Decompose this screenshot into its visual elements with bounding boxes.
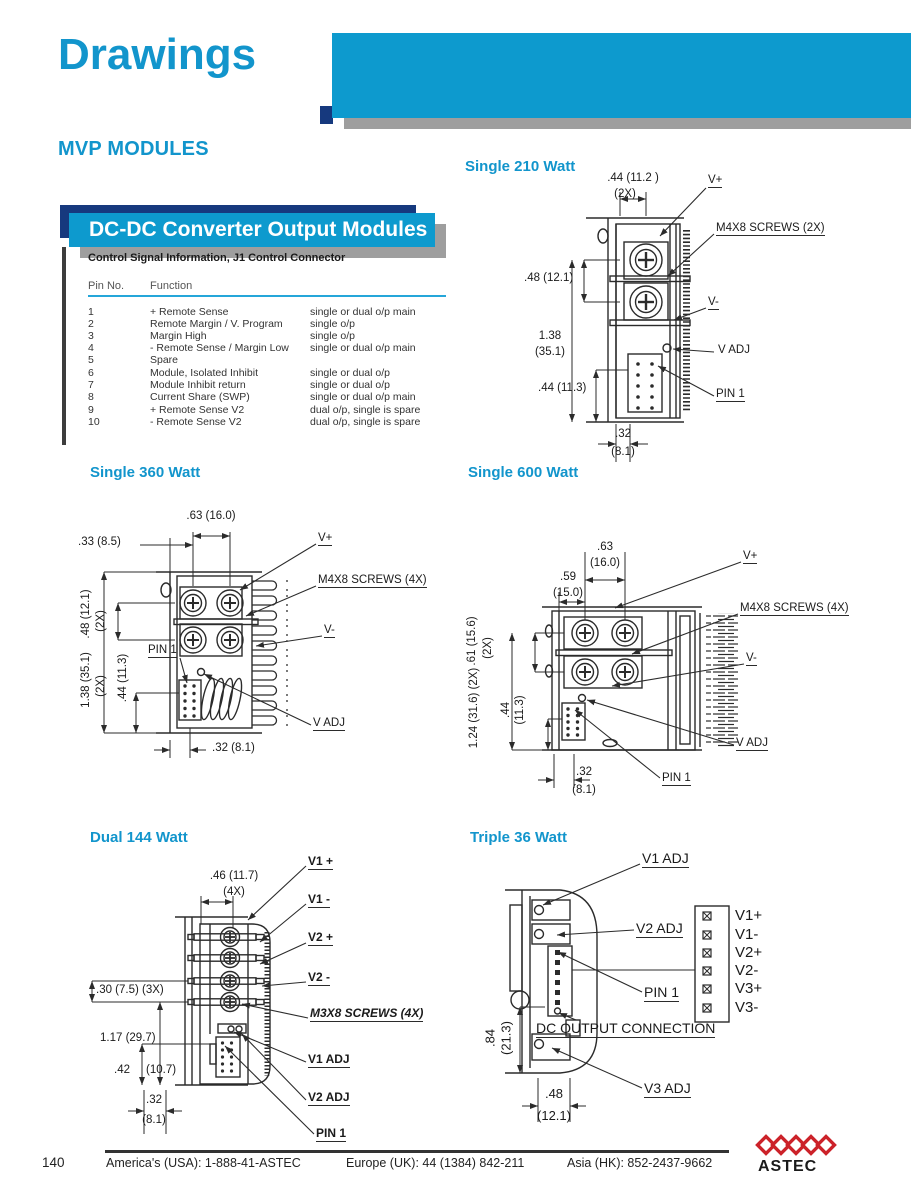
dim-label: 1.38 (35.1): [80, 652, 92, 708]
table-col-pin: Pin No.: [88, 280, 125, 292]
dim-label: .84: [482, 1028, 498, 1048]
callout-v2plus: V2 +: [308, 930, 334, 944]
terminal-label: V1+: [735, 907, 763, 924]
dim-label: .30 (7.5) (3X): [96, 984, 164, 996]
callout-pin1: PIN 1: [716, 388, 745, 400]
function-cell: - Remote Sense / Margin Low: [150, 342, 289, 354]
dim-label: (35.1): [534, 346, 566, 358]
dim-label: .44 (11.3): [117, 653, 129, 703]
dcdc-header-title: DC-DC Converter Output Modules: [89, 218, 428, 241]
dim-label: .32: [615, 428, 631, 440]
function-cell: + Remote Sense: [150, 306, 229, 318]
dim-label: (11.3): [514, 695, 526, 725]
function-cell: Margin High: [150, 330, 207, 342]
dim-label: 1.24 (31.6) (2X): [468, 667, 480, 749]
dim-label: .63: [597, 541, 613, 553]
terminal-label: V2+: [735, 944, 763, 961]
callout-screws: M4X8 SCREWS (2X): [716, 222, 825, 234]
contact-uk: Europe (UK): 44 (1384) 842-211: [346, 1156, 525, 1170]
title-single-600: Single 600 Watt: [468, 464, 579, 481]
callout-vadj: V ADJ: [718, 344, 750, 356]
dim-label: .44 (11.3): [538, 382, 587, 394]
dim-label: 1.17 (29.7): [100, 1032, 156, 1044]
dim-label: (8.1): [611, 446, 635, 458]
table-left-rule: [62, 247, 66, 445]
note-cell: single or dual o/p main: [310, 391, 416, 403]
dim-label: (2X): [95, 675, 107, 697]
function-cell: Module Inhibit return: [150, 379, 246, 391]
dim-label: .61 (15.6): [466, 616, 478, 666]
dim-label: .33 (8.5): [78, 536, 121, 548]
callout-v1minus: V1 -: [308, 892, 331, 906]
single-210-line-art: [520, 172, 911, 482]
function-cell: Remote Margin / V. Program: [150, 318, 283, 330]
note-cell: single o/p: [310, 318, 355, 330]
dim-label: (15.0): [552, 587, 584, 599]
dim-label: (2X): [482, 637, 494, 659]
function-cell: Module, Isolated Inhibit: [150, 367, 258, 379]
callout-vadj: V ADJ: [313, 717, 345, 729]
table-col-function: Function: [150, 280, 193, 292]
callout-v2minus: V2 -: [308, 970, 331, 984]
title-single-360: Single 360 Watt: [90, 464, 201, 481]
callout-v1adj: V1 ADJ: [308, 1052, 350, 1066]
dim-label: .32 (8.1): [212, 742, 255, 754]
pin-cell: 10: [88, 416, 100, 428]
dim-label: .42: [114, 1064, 130, 1076]
banner: [332, 33, 911, 118]
dim-label: .63 (16.0): [186, 510, 236, 522]
dim-label: (8.1): [142, 1114, 166, 1126]
terminal-label: V3+: [735, 980, 763, 997]
dim-label: .59: [560, 571, 576, 583]
note-cell: dual o/p, single is spare: [310, 416, 421, 428]
single-360-line-art: [70, 488, 480, 788]
table-header-rule: [88, 295, 446, 297]
note-cell: single or dual o/p: [310, 367, 390, 379]
pin-cell: 2: [88, 318, 94, 330]
single-600-line-art: [460, 488, 911, 818]
title-triple-36: Triple 36 Watt: [470, 829, 567, 846]
callout-screws: M4X8 SCREWS (4X): [318, 574, 427, 586]
contact-usa: America's (USA): 1-888-41-ASTEC: [106, 1156, 301, 1170]
astec-diamonds-icon: [757, 1131, 841, 1159]
dim-label: (2X): [614, 188, 636, 200]
note-cell: single or dual o/p main: [310, 306, 416, 318]
table-caption: Control Signal Information, J1 Control Connector: [88, 252, 346, 264]
dim-label: .46 (11.7): [209, 870, 259, 882]
callout-pin1: PIN 1: [148, 644, 177, 656]
callout-vadj: V ADJ: [736, 737, 768, 749]
callout-v1adj: V1 ADJ: [642, 850, 689, 866]
pin-cell: 1: [88, 306, 94, 318]
contact-hk: Asia (HK): 852-2437-9662: [567, 1156, 713, 1170]
dim-label: (12.1): [537, 1108, 571, 1123]
single-600-drawing: [460, 488, 911, 818]
terminal-label: V2-: [735, 962, 759, 979]
heatsink-fins: [706, 613, 738, 747]
callout-screws: M3X8 SCREWS (4X): [310, 1006, 424, 1020]
callout-screws: M4X8 SCREWS (4X): [740, 602, 849, 614]
dim-label: .44 (11.2 ): [607, 172, 659, 184]
page-number: 140: [42, 1155, 65, 1170]
callout-vplus: V+: [708, 174, 723, 186]
dual-144-drawing: [80, 848, 480, 1183]
callout-vplus: V+: [318, 532, 333, 544]
callout-vplus: V+: [743, 550, 758, 562]
callout-pin1: PIN 1: [316, 1126, 347, 1140]
note-cell: single or dual o/p: [310, 379, 390, 391]
astec-logo-text: ASTEC: [758, 1158, 818, 1175]
dim-label: .48 (12.1): [80, 589, 92, 639]
callout-pin1: PIN 1: [644, 984, 680, 1000]
callout-vminus: V-: [324, 624, 335, 636]
dim-label: (16.0): [589, 557, 621, 569]
callout-v3adj: V3 ADJ: [644, 1080, 691, 1096]
function-cell: Spare: [150, 354, 179, 366]
dim-label: (2X): [95, 610, 107, 632]
dcdc-header-bar: [69, 213, 435, 247]
callout-dc-output: DC OUTPUT CONNECTION: [536, 1020, 716, 1036]
callout-v2adj: V2 ADJ: [308, 1090, 350, 1104]
astec-logo: [757, 1131, 847, 1181]
dim-label: .32: [576, 766, 592, 778]
section-heading: MVP MODULES: [58, 138, 209, 160]
terminal-label: V3-: [735, 999, 759, 1016]
dim-label: (4X): [223, 886, 245, 898]
dim-label: (21.3): [498, 1021, 514, 1055]
dim-label: .32: [146, 1094, 162, 1106]
callout-pin1: PIN 1: [662, 772, 691, 784]
function-cell: Current Share (SWP): [150, 391, 250, 403]
function-cell: + Remote Sense V2: [150, 404, 245, 416]
footer-rule: [105, 1150, 729, 1153]
dim-label: (10.7): [146, 1064, 177, 1076]
single-360-drawing: [70, 488, 480, 788]
dim-label: .48: [544, 1086, 564, 1101]
single-210-drawing: [520, 172, 911, 482]
title-single-210: Single 210 Watt: [465, 158, 576, 175]
note-cell: single o/p: [310, 330, 355, 342]
function-cell: - Remote Sense V2: [150, 416, 242, 428]
note-cell: dual o/p, single is spare: [310, 404, 421, 416]
dim-label: .44: [500, 702, 512, 718]
callout-vminus: V-: [746, 652, 757, 664]
terminal-label: V1-: [735, 926, 759, 943]
title-dual-144: Dual 144 Watt: [90, 829, 188, 846]
callout-vminus: V-: [708, 296, 719, 308]
callout-v1plus: V1 +: [308, 854, 334, 868]
pin-cell: 8: [88, 391, 94, 403]
dim-label: (8.1): [572, 784, 596, 796]
pin-cell: 3: [88, 330, 94, 342]
note-cell: single or dual o/p main: [310, 342, 416, 354]
dim-label: .48 (12.1): [524, 272, 574, 284]
dim-label: 1.38: [538, 330, 562, 342]
pin-cell: 6: [88, 367, 94, 379]
pin-cell: 4: [88, 342, 94, 354]
page-title: Drawings: [58, 30, 257, 79]
pin-cell: 7: [88, 379, 94, 391]
callout-v2adj: V2 ADJ: [636, 920, 683, 936]
pin-cell: 5: [88, 354, 94, 366]
pin-cell: 9: [88, 404, 94, 416]
